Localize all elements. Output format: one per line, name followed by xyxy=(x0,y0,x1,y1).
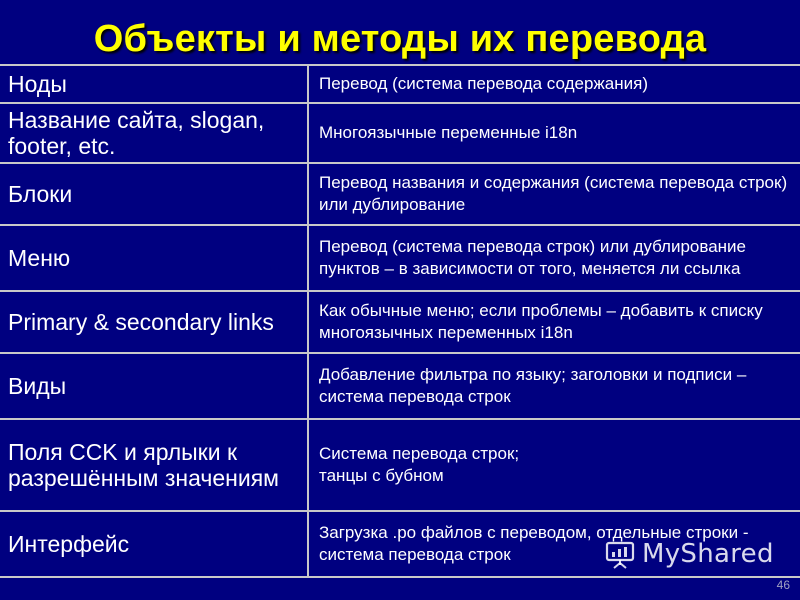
table-row xyxy=(0,163,800,225)
object-cell: Меню xyxy=(0,225,308,291)
watermark xyxy=(604,534,774,574)
method-cell: Перевод (система перевода содержания) xyxy=(308,65,800,103)
table-row xyxy=(0,419,800,511)
object-cell: Название сайта, slogan, footer, etc. xyxy=(0,103,308,163)
slide-number: 46 xyxy=(776,578,790,592)
watermark-text: MyShared xyxy=(642,539,774,569)
table-row xyxy=(0,353,800,419)
object-cell: Поля CCK и ярлыки к разрешённым значениям xyxy=(0,419,308,511)
object-cell: Интерфейс xyxy=(0,511,308,577)
method-cell: Многоязычные переменные i18n xyxy=(308,103,800,163)
content-table xyxy=(0,64,800,578)
slide-title: Объекты и методы их перевода xyxy=(93,18,707,60)
method-cell: Перевод названия и содержания (система перевода строк) или дублирование xyxy=(308,163,800,225)
presentation-board-icon xyxy=(604,538,636,570)
table-row xyxy=(0,225,800,291)
object-cell: Ноды xyxy=(0,65,308,103)
object-cell: Блоки xyxy=(0,163,308,225)
method-cell: Система перевода строк; танцы с бубном xyxy=(308,419,800,511)
method-cell: Перевод (система перевода строк) или дублирование пунктов – в зависимости от того, меняется ли ссылка xyxy=(308,225,800,291)
table-row xyxy=(0,291,800,353)
object-cell: Primary & secondary links xyxy=(0,291,308,353)
method-cell: Добавление фильтра по языку; заголовки и подписи – система перевода строк xyxy=(308,353,800,419)
object-cell: Виды xyxy=(0,353,308,419)
method-cell: Как обычные меню; если проблемы – добавить к списку многоязычных переменных i18n xyxy=(308,291,800,353)
table-row xyxy=(0,103,800,163)
table-row xyxy=(0,65,800,103)
method-cell: Загрузка .po файлов с переводом, отдельные строки - система перевода строк xyxy=(308,511,800,577)
